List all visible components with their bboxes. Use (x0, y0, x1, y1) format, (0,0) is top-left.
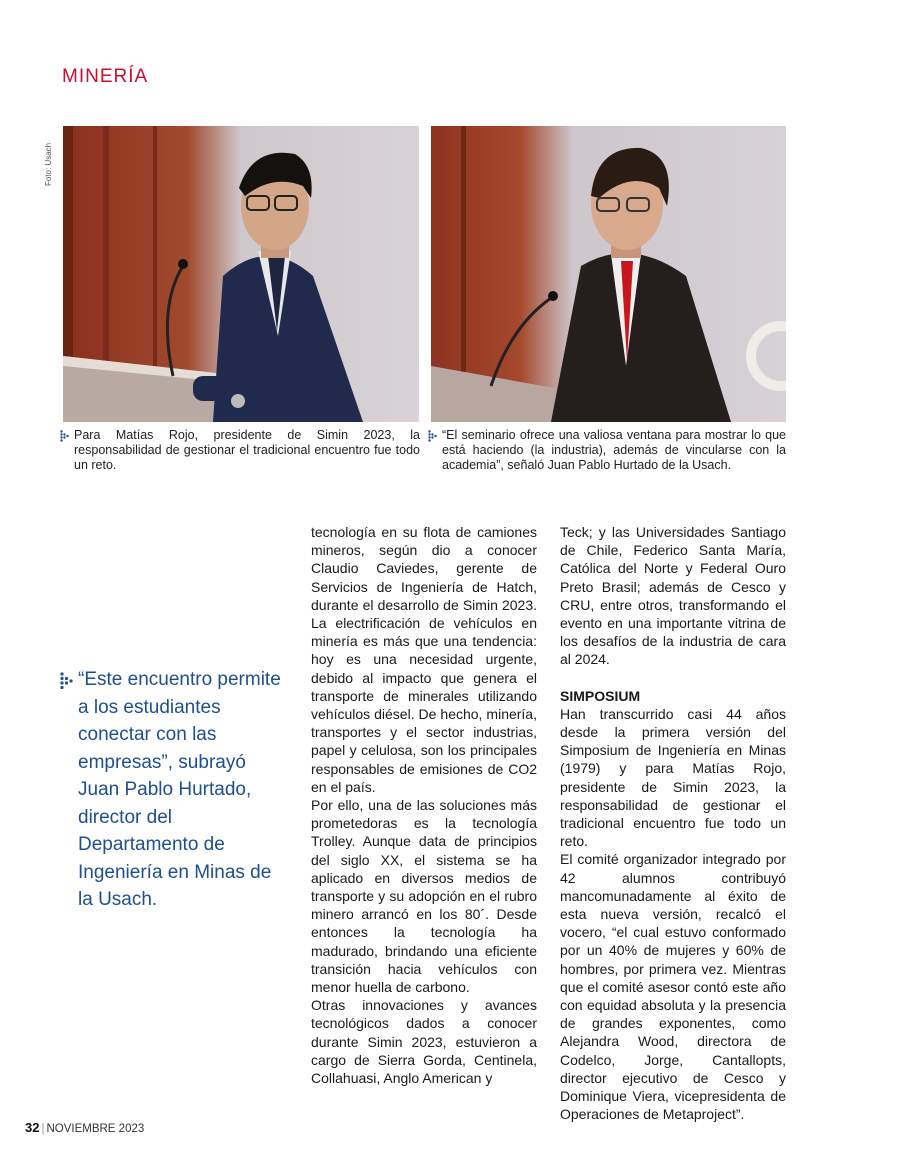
photo-credit: Foto: Usach (44, 142, 53, 186)
article-column-1 (311, 523, 537, 1087)
paragraph: tecnología en su flota de camiones mineros, según dio a conocer Claudio Caviedes, gerente de Servicios de Ingeniería de Hatch, durante el desarrollo de Simin 2023. La electrificación de vehículos en minería es más que una tendencia: hoy es una necesidad urgente, debido al impacto que genera el transporte de minerales utilizando vehículos diésel. De hecho, minería, transportes y el sector industrias, papel y celulosa, son los principales responsables de emisiones de CO2 en el país. (311, 524, 537, 795)
bullet-dots-icon (60, 672, 74, 690)
pull-quote (60, 666, 288, 914)
caption-text: Para Matías Rojo, presidente de Simin 2023, la responsabilidad de gestionar el tradicional encuentro fue todo un reto. (74, 428, 420, 472)
page-footer: 32 | NOVIEMBRE 2023 (25, 1120, 145, 1135)
pull-quote-text: “Este encuentro permite a los estudiantes conectar con las empresas”, subrayó Juan Pablo Hurtado, director del Departamento de Ingeniería en Minas de la Usach. (78, 669, 281, 910)
paragraph: Por ello, una de las soluciones más prometedoras es la tecnología Trolley. Aunque data de principios del siglo XX, el sistema se ha aplicado en diversos medios de transporte y su adopción en el rubro minero arrancó en los 80´. Desde entonces la tecnología ha madurado, brindando una eficiente transición hacia vehículos con menor huella de carbono. (311, 797, 537, 996)
article-column-2 (560, 523, 786, 1124)
bullet-dots-icon (428, 430, 438, 442)
section-heading: SIMPOSIUM (560, 687, 641, 704)
issue-date: NOVIEMBRE 2023 (46, 1123, 145, 1135)
caption-text: “El seminario ofrece una valiosa ventana para mostrar lo que está haciendo (la industria), además de vincularse con la academia”, señaló Juan Pablo Hurtado de la Usach. (442, 428, 786, 472)
page-number: 32 (25, 1120, 40, 1135)
paragraph: Teck; y las Universidades Santiago de Chile, Federico Santa María, Católica del Norte y Federal Ouro Preto Brasil; además de Cesco y CRU, entre otros, transformando el evento en una importante vitrina de los desafíos de la industria de cara al 2024. (560, 524, 786, 668)
matias-rojo-photo (63, 126, 419, 422)
paragraph: El comité organizador integrado por 42 alumnos contribuyó mancomunadamente al éxito de esta nueva versión, recalcó el vocero, “el cual estuvo conformado por un 40% de mujeres y 60% de hombres, por primera vez. Mientras que el comité asesor contó este año con equidad absoluta y la presencia de grandes exponentes, como Alejandra Wood, directora de Codelco, Jorge, Cantallopts, director ejecutivo de Cesco y Dominique Viera, vicepresidenta de Operaciones de Metaproject”. (560, 851, 786, 1123)
section-label: MINERÍA (62, 66, 149, 87)
photo-caption-right (428, 428, 786, 473)
paragraph: Otras innovaciones y avances tecnológicos dados a conocer durante Simin 2023, estuvieron a cargo de Sierra Gorda, Centinela, Collahuasi, Anglo American y (311, 997, 537, 1087)
photo-caption-left (60, 428, 420, 473)
bullet-dots-icon (60, 430, 70, 442)
paragraph: Han transcurrido casi 44 años desde la primera versión del Simposium de Ingeniería en Minas (1979) y para Matías Rojo, presidente de Simin 2023, la responsabilidad de gestionar el tradicional encuentro fue todo un reto. (560, 705, 786, 850)
juan-pablo-hurtado-photo (431, 126, 786, 422)
